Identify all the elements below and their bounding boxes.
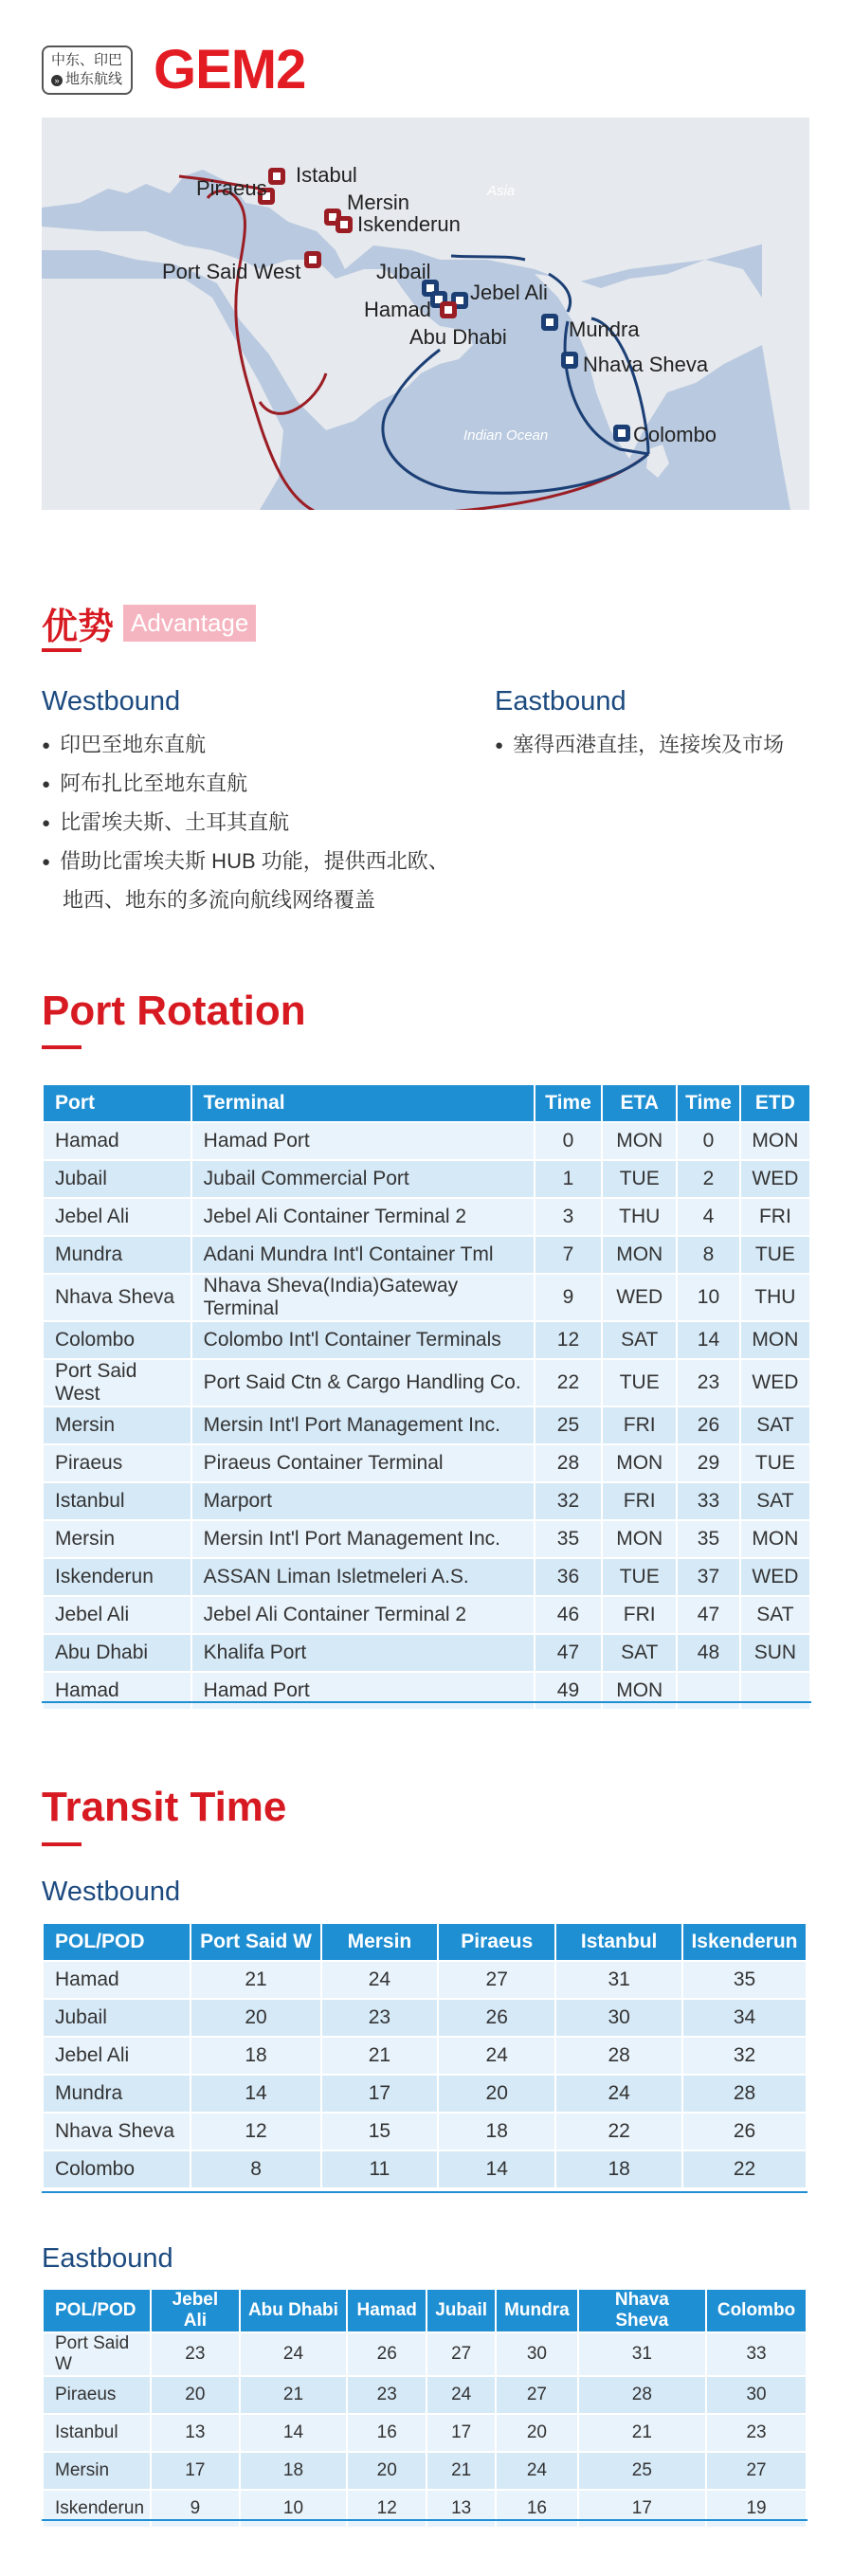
table-cell: 13 — [427, 2491, 495, 2527]
table-cell: 30 — [707, 2377, 806, 2413]
arrow-circle-icon: » — [51, 75, 63, 86]
advantage-item: ● 借助比雷埃夫斯 HUB 功能，提供西北欧、 — [42, 843, 449, 881]
table-cell: 48 — [678, 1635, 739, 1671]
table-header-row — [44, 2290, 806, 2331]
table-cell: Mundra — [44, 2076, 190, 2112]
table-row — [44, 1635, 809, 1671]
table-cell: 15 — [322, 2113, 438, 2150]
transit-eastbound-table — [42, 2288, 808, 2529]
table-row — [44, 1407, 809, 1443]
column-header: POL/POD — [44, 2290, 150, 2331]
sri-lanka-land — [646, 444, 669, 478]
table-cell: 23 — [707, 2415, 806, 2451]
table-cell: Mundra — [44, 1237, 191, 1273]
port-rotation-table-bottom-rule — [42, 1701, 811, 1703]
table-row — [44, 2113, 806, 2150]
port-marker-port-said-west — [304, 251, 321, 268]
table-row — [44, 1322, 809, 1358]
port-label-colombo: Colombo — [633, 423, 717, 446]
column-header: Istanbul — [556, 1924, 681, 1960]
table-cell: 20 — [348, 2453, 426, 2489]
table-row — [44, 2491, 806, 2527]
route-tag-line2-text: 地东航线 — [65, 70, 123, 87]
column-header: Time — [678, 1085, 739, 1121]
column-header: Mersin — [322, 1924, 438, 1960]
table-cell: 23 — [348, 2377, 426, 2413]
advantage-item-continued: 地西、地东的多流向航线网络覆盖 — [63, 888, 376, 912]
table-cell: 28 — [579, 2377, 705, 2413]
table-cell: 19 — [707, 2491, 806, 2527]
column-header: Jubail — [427, 2290, 495, 2331]
column-header: Jebel Ali — [152, 2290, 239, 2331]
table-cell: THU — [741, 1275, 809, 1320]
table-cell: MON — [741, 1322, 809, 1358]
table-cell: 16 — [348, 2415, 426, 2451]
table-row — [44, 1673, 809, 1709]
route-header — [42, 38, 305, 101]
table-cell: MON — [603, 1521, 676, 1557]
table-cell: 14 — [439, 2151, 554, 2187]
table-cell: 18 — [191, 2038, 319, 2074]
advantage-item: ● 阿布扎比至地东直航 — [42, 765, 449, 804]
table-cell: WED — [741, 1161, 809, 1197]
table-cell: 7 — [535, 1237, 602, 1273]
table-cell: Port Said West — [44, 1360, 191, 1406]
table-cell: 47 — [678, 1597, 739, 1633]
advantage-item: ● 比雷埃夫斯、土耳其直航 — [42, 804, 449, 843]
table-row — [44, 1237, 809, 1273]
column-header: Nhava Sheva — [579, 2290, 705, 2331]
table-cell: 35 — [683, 1962, 806, 1998]
table-cell: 18 — [439, 2113, 554, 2150]
advantage-westbound-title: Westbound — [42, 686, 181, 717]
port-marker-colombo — [613, 425, 630, 442]
route-tag-line2 — [51, 70, 123, 89]
table-cell: 31 — [556, 1962, 681, 1998]
table-cell: 26 — [683, 2113, 806, 2150]
table-cell: 27 — [707, 2453, 806, 2489]
table-cell: 21 — [241, 2377, 347, 2413]
table-cell: Marport — [192, 1483, 534, 1519]
advantage-eastbound-title: Eastbound — [495, 686, 626, 717]
table-cell: MON — [603, 1673, 676, 1709]
table-cell: 28 — [683, 2076, 806, 2112]
port-label-jebel-ali: Jebel Ali — [470, 281, 548, 304]
table-cell — [741, 1673, 809, 1709]
table-cell: 8 — [678, 1237, 739, 1273]
port-rotation-title: Port Rotation — [42, 988, 306, 1034]
table-cell: 24 — [427, 2377, 495, 2413]
table-row — [44, 2377, 806, 2413]
port-marker-istabul — [268, 168, 285, 185]
route-tag-line1: 中东、印巴 — [51, 51, 123, 68]
table-cell: WED — [741, 1360, 809, 1406]
table-cell: THU — [603, 1199, 676, 1235]
table-header-row — [44, 1924, 806, 1960]
table-cell: Mersin Int'l Port Management Inc. — [192, 1521, 534, 1557]
column-header: Abu Dhabi — [241, 2290, 347, 2331]
table-cell: Nhava Sheva — [44, 2113, 190, 2150]
table-cell: Jubail — [44, 2000, 190, 2036]
table-cell: 27 — [439, 1962, 554, 1998]
table-cell: 22 — [683, 2151, 806, 2187]
route-map — [42, 118, 809, 510]
table-cell: 24 — [241, 2333, 347, 2375]
table-cell: TUE — [741, 1445, 809, 1481]
table-cell: SUN — [741, 1635, 809, 1671]
table-cell: ASSAN Liman Isletmeleri A.S. — [192, 1559, 534, 1595]
table-cell: Jebel Ali — [44, 2038, 190, 2074]
asia-label: Asia — [487, 183, 516, 199]
table-cell: 21 — [427, 2453, 495, 2489]
transit-time-title: Transit Time — [42, 1784, 287, 1830]
table-cell: 28 — [535, 1445, 602, 1481]
table-cell: WED — [741, 1559, 809, 1595]
table-cell: 36 — [535, 1559, 602, 1595]
table-cell: SAT — [603, 1322, 676, 1358]
table-cell: 25 — [579, 2453, 705, 2489]
table-cell: 20 — [497, 2415, 577, 2451]
route-tag — [42, 45, 133, 95]
port-label-port-said-west: Port Said West — [162, 260, 301, 283]
table-row — [44, 2415, 806, 2451]
port-label-hamad: Hamad — [364, 298, 431, 321]
table-cell: 4 — [678, 1199, 739, 1235]
table-cell: 3 — [535, 1199, 602, 1235]
table-cell: FRI — [603, 1483, 676, 1519]
column-header: Piraeus — [439, 1924, 554, 1960]
table-cell: Nhava Sheva — [44, 1275, 191, 1320]
table-row — [44, 1161, 809, 1197]
table-row — [44, 2333, 806, 2375]
advantage-item: ● 印巴至地东直航 — [42, 726, 449, 765]
table-cell: 10 — [241, 2491, 347, 2527]
table-cell: Colombo — [44, 1322, 191, 1358]
table-row — [44, 2038, 806, 2074]
table-cell: 23 — [322, 2000, 438, 2036]
table-cell: 16 — [497, 2491, 577, 2527]
port-label-mersin: Mersin — [347, 190, 410, 214]
table-cell: Istanbul — [44, 2415, 150, 2451]
table-cell: MON — [603, 1123, 676, 1159]
port-rotation-table — [42, 1083, 811, 1711]
column-header: Time — [535, 1085, 602, 1121]
table-cell: 22 — [535, 1360, 602, 1406]
table-cell: 12 — [191, 2113, 319, 2150]
transit-westbound-title: Westbound — [42, 1877, 181, 1907]
table-cell: 30 — [556, 2000, 681, 2036]
table-cell: Mersin Int'l Port Management Inc. — [192, 1407, 534, 1443]
table-cell: Hamad Port — [192, 1123, 534, 1159]
table-cell: 26 — [348, 2333, 426, 2375]
advantage-westbound-list — [42, 726, 449, 920]
table-cell: Jebel Ali Container Terminal 2 — [192, 1597, 534, 1633]
table-cell: 24 — [556, 2076, 681, 2112]
table-cell: 8 — [191, 2151, 319, 2187]
table-cell: 37 — [678, 1559, 739, 1595]
table-cell: 0 — [535, 1123, 602, 1159]
table-cell: 21 — [579, 2415, 705, 2451]
route-map-svg — [42, 118, 809, 510]
advantage-title — [42, 597, 256, 649]
port-label-nhava-sheva: Nhava Sheva — [583, 353, 709, 376]
table-cell: MON — [741, 1123, 809, 1159]
port-marker-mundra — [541, 314, 558, 331]
table-cell: Colombo — [44, 2151, 190, 2187]
table-cell: 9 — [152, 2491, 239, 2527]
table-cell: SAT — [741, 1483, 809, 1519]
table-cell: 1 — [535, 1161, 602, 1197]
table-cell: 31 — [579, 2333, 705, 2375]
table-cell: Port Said Ctn & Cargo Handling Co. — [192, 1360, 534, 1406]
table-cell: 20 — [191, 2000, 319, 2036]
column-header: POL/POD — [44, 1924, 190, 1960]
port-marker-abu-dhabi — [440, 301, 457, 318]
table-row — [44, 2453, 806, 2489]
table-cell: FRI — [741, 1199, 809, 1235]
table-cell: Hamad — [44, 1123, 191, 1159]
table-cell: 12 — [348, 2491, 426, 2527]
table-cell: WED — [603, 1275, 676, 1320]
table-cell: 23 — [152, 2333, 239, 2375]
table-cell: 32 — [535, 1483, 602, 1519]
table-cell: 17 — [579, 2491, 705, 2527]
table-cell: FRI — [603, 1407, 676, 1443]
table-cell: 17 — [152, 2453, 239, 2489]
table-row — [44, 2000, 806, 2036]
table-cell: Hamad — [44, 1962, 190, 1998]
column-header: Mundra — [497, 2290, 577, 2331]
column-header: Port — [44, 1085, 191, 1121]
advantage-item: ● 塞得西港直挂，连接埃及市场 — [495, 726, 784, 765]
table-cell: 22 — [556, 2113, 681, 2150]
table-cell: 30 — [497, 2333, 577, 2375]
transit-westbound-table-bottom-rule — [42, 2191, 808, 2193]
table-cell: 34 — [683, 2000, 806, 2036]
table-cell: 35 — [678, 1521, 739, 1557]
table-cell: 24 — [439, 2038, 554, 2074]
column-header: Terminal — [192, 1085, 534, 1121]
table-cell: Port Said W — [44, 2333, 150, 2375]
table-cell: Colombo Int'l Container Terminals — [192, 1322, 534, 1358]
table-row — [44, 1962, 806, 1998]
column-header: ETA — [603, 1085, 676, 1121]
table-cell: 46 — [535, 1597, 602, 1633]
table-cell: Mersin — [44, 2453, 150, 2489]
table-cell: SAT — [741, 1407, 809, 1443]
table-cell: 33 — [678, 1483, 739, 1519]
table-cell: Iskenderun — [44, 2491, 150, 2527]
table-cell: 21 — [191, 1962, 319, 1998]
table-cell: Khalifa Port — [192, 1635, 534, 1671]
table-cell: Jubail Commercial Port — [192, 1161, 534, 1197]
table-row — [44, 1597, 809, 1633]
table-cell: 20 — [152, 2377, 239, 2413]
table-cell: 14 — [678, 1322, 739, 1358]
port-label-istabul: Istabul — [296, 163, 357, 187]
table-cell: Iskenderun — [44, 1559, 191, 1595]
table-cell: Hamad — [44, 1673, 191, 1709]
table-cell: 32 — [683, 2038, 806, 2074]
column-header: Hamad — [348, 2290, 426, 2331]
table-cell: 0 — [678, 1123, 739, 1159]
table-row — [44, 1199, 809, 1235]
table-cell: 33 — [707, 2333, 806, 2375]
port-label-iskenderun: Iskenderun — [357, 212, 461, 236]
column-header: Iskenderun — [683, 1924, 806, 1960]
table-cell: 29 — [678, 1445, 739, 1481]
table-cell: Mersin — [44, 1407, 191, 1443]
port-rotation-underline — [42, 1045, 82, 1049]
advantage-title-en: Advantage — [123, 605, 256, 642]
table-cell — [678, 1673, 739, 1709]
table-cell: Nhava Sheva(India)Gateway Terminal — [192, 1275, 534, 1320]
indian-ocean-label: Indian Ocean — [463, 427, 549, 444]
table-cell: 23 — [678, 1360, 739, 1406]
table-cell: TUE — [603, 1161, 676, 1197]
advantage-eastbound-list — [495, 726, 784, 765]
table-cell: Jebel Ali Container Terminal 2 — [192, 1199, 534, 1235]
table-cell: Jubail — [44, 1161, 191, 1197]
table-header-row — [44, 1085, 809, 1121]
table-cell: TUE — [741, 1237, 809, 1273]
table-cell: 9 — [535, 1275, 602, 1320]
table-cell: Jebel Ali — [44, 1199, 191, 1235]
table-cell: Mersin — [44, 1521, 191, 1557]
table-cell: 11 — [322, 2151, 438, 2187]
table-row — [44, 1360, 809, 1406]
table-cell: TUE — [603, 1360, 676, 1406]
table-cell: 14 — [241, 2415, 347, 2451]
table-cell: MON — [603, 1445, 676, 1481]
table-row — [44, 1521, 809, 1557]
table-cell: 47 — [535, 1635, 602, 1671]
port-label-piraeus: Piraeus — [196, 176, 267, 200]
column-header: Port Said W — [191, 1924, 319, 1960]
transit-eastbound-table-bottom-rule — [42, 2519, 808, 2521]
table-row — [44, 1559, 809, 1595]
table-cell: 24 — [322, 1962, 438, 1998]
table-cell: 18 — [241, 2453, 347, 2489]
table-row — [44, 1275, 809, 1320]
table-cell: Piraeus Container Terminal — [192, 1445, 534, 1481]
table-cell: 18 — [556, 2151, 681, 2187]
advantage-title-cn: 优势 — [42, 608, 115, 647]
asia-east-land — [762, 231, 809, 510]
table-row — [44, 1123, 809, 1159]
table-cell: 10 — [678, 1275, 739, 1320]
port-label-mundra: Mundra — [569, 317, 640, 341]
table-cell: 2 — [678, 1161, 739, 1197]
column-header: Colombo — [707, 2290, 806, 2331]
table-cell: 21 — [322, 2038, 438, 2074]
table-cell: Piraeus — [44, 1445, 191, 1481]
port-label-abu-dhabi: Abu Dhabi — [409, 325, 507, 349]
table-cell: 17 — [427, 2415, 495, 2451]
table-row — [44, 2151, 806, 2187]
table-cell: Jebel Ali — [44, 1597, 191, 1633]
table-cell: 27 — [427, 2333, 495, 2375]
port-marker-nhava-sheva — [561, 352, 578, 369]
port-label-jubail: Jubail — [376, 260, 431, 283]
table-cell: TUE — [603, 1559, 676, 1595]
table-cell: FRI — [603, 1597, 676, 1633]
table-cell: Adani Mundra Int'l Container Tml — [192, 1237, 534, 1273]
table-cell: 49 — [535, 1673, 602, 1709]
table-cell: MON — [741, 1521, 809, 1557]
transit-time-underline — [42, 1842, 82, 1846]
advantage-underline — [42, 648, 82, 652]
table-cell: MON — [603, 1237, 676, 1273]
table-cell: Piraeus — [44, 2377, 150, 2413]
table-row — [44, 2076, 806, 2112]
table-row — [44, 1483, 809, 1519]
table-cell: 25 — [535, 1407, 602, 1443]
port-marker-iskenderun — [336, 216, 353, 233]
service-title: GEM2 — [154, 39, 306, 100]
table-cell: 28 — [556, 2038, 681, 2074]
table-cell: SAT — [741, 1597, 809, 1633]
column-header: ETD — [741, 1085, 809, 1121]
table-cell: SAT — [603, 1635, 676, 1671]
table-cell: 27 — [497, 2377, 577, 2413]
table-cell: 14 — [191, 2076, 319, 2112]
table-cell: 20 — [439, 2076, 554, 2112]
transit-eastbound-title: Eastbound — [42, 2243, 173, 2274]
table-cell: 17 — [322, 2076, 438, 2112]
table-cell: 26 — [439, 2000, 554, 2036]
table-cell: Hamad Port — [192, 1673, 534, 1709]
table-cell: 35 — [535, 1521, 602, 1557]
table-cell: 26 — [678, 1407, 739, 1443]
table-cell: Istanbul — [44, 1483, 191, 1519]
table-cell: Abu Dhabi — [44, 1635, 191, 1671]
table-cell: 12 — [535, 1322, 602, 1358]
table-row — [44, 1445, 809, 1481]
table-cell: 24 — [497, 2453, 577, 2489]
transit-westbound-table — [42, 1922, 808, 2189]
table-cell: 13 — [152, 2415, 239, 2451]
